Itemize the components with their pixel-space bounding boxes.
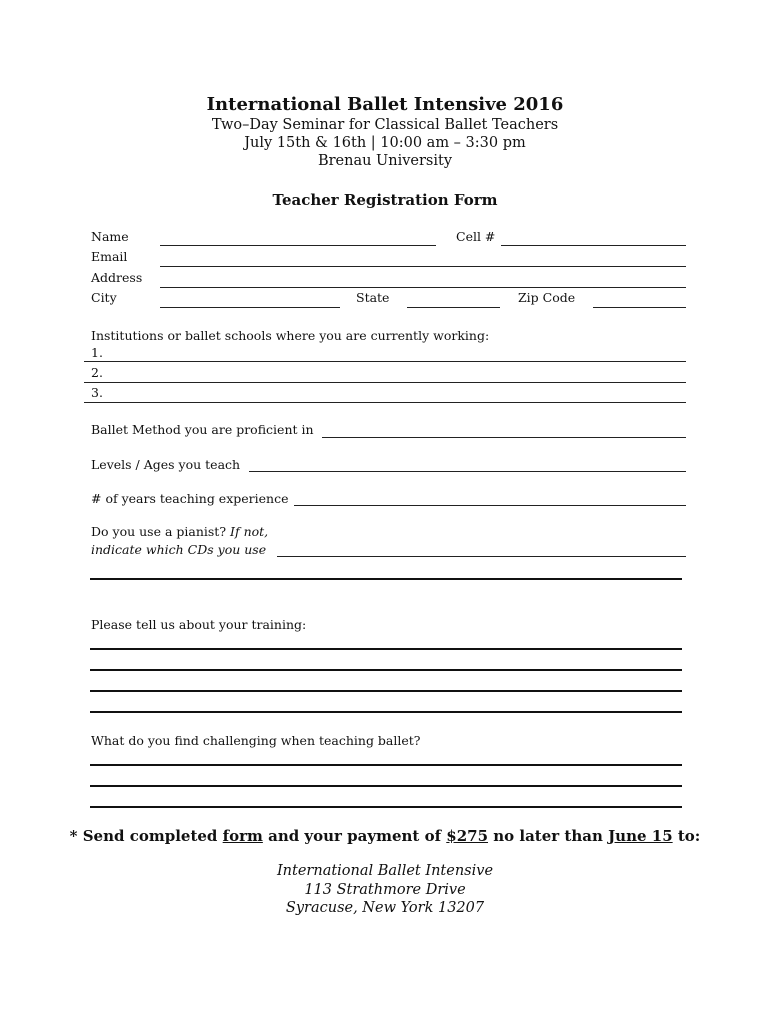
send-text-2: and your payment of	[262, 827, 447, 845]
training-line-2[interactable]	[90, 669, 682, 671]
seminar-location: Brenau University	[317, 153, 453, 169]
levels-label: Levels / Ages you teach	[91, 457, 241, 472]
ballet-method-field[interactable]	[322, 437, 686, 438]
name-field[interactable]	[160, 245, 436, 246]
page-title: International Ballet Intensive 2016	[206, 94, 564, 115]
institution-3-field[interactable]	[84, 402, 686, 403]
name-label: Name	[91, 229, 129, 244]
challenging-label: What do you find challenging when teaching ballet?	[91, 733, 421, 748]
ballet-method-label: Ballet Method you are proficient in	[91, 422, 314, 437]
form-word: form	[222, 827, 263, 845]
address-city: Syracuse, New York 13207	[285, 900, 485, 916]
institution-2-field[interactable]	[84, 382, 686, 383]
city-field[interactable]	[160, 307, 340, 308]
send-instructions	[0, 827, 770, 845]
years-label: # of years teaching experience	[91, 491, 289, 506]
levels-field[interactable]	[249, 471, 686, 472]
email-field[interactable]	[160, 266, 686, 267]
send-text-4: to:	[672, 827, 701, 845]
training-line-3[interactable]	[90, 690, 682, 692]
cell-field[interactable]	[501, 245, 686, 246]
challenging-line-1[interactable]	[90, 764, 682, 766]
pianist-label-line2: indicate which CDs you use	[91, 542, 267, 557]
training-line-1[interactable]	[90, 648, 682, 650]
pianist-if-not: If not,	[230, 524, 269, 539]
institution-2-label: 2.	[91, 365, 103, 380]
years-field[interactable]	[294, 505, 686, 506]
payment-amount: $275	[446, 827, 489, 845]
address-label: Address	[91, 270, 143, 285]
zip-field[interactable]	[593, 307, 686, 308]
zip-label: Zip Code	[518, 290, 576, 305]
seminar-subtitle: Two–Day Seminar for Classical Ballet Teachers	[211, 117, 559, 133]
deadline-date: June 15	[608, 827, 673, 845]
institutions-prompt: Institutions or ballet schools where you are currently working:	[91, 328, 490, 343]
cell-label: Cell #	[456, 229, 496, 244]
state-field[interactable]	[407, 307, 500, 308]
state-label: State	[356, 290, 390, 305]
institution-3-label: 3.	[91, 385, 103, 400]
address-org: International Ballet Intensive	[276, 863, 494, 879]
city-label: City	[91, 290, 117, 305]
training-line-4[interactable]	[90, 711, 682, 713]
address-field[interactable]	[160, 287, 686, 288]
challenging-line-3[interactable]	[90, 806, 682, 808]
institution-1-field[interactable]	[84, 361, 686, 362]
seminar-dates: July 15th & 16th | 10:00 am – 3:30 pm	[244, 135, 526, 151]
address-street: 113 Strathmore Drive	[304, 882, 466, 898]
email-label: Email	[91, 249, 128, 264]
challenging-line-2[interactable]	[90, 785, 682, 787]
pianist-field[interactable]	[277, 556, 686, 557]
section-divider	[90, 578, 682, 580]
institution-1-label: 1.	[91, 345, 103, 360]
training-label: Please tell us about your training:	[91, 617, 307, 632]
form-title: Teacher Registration Form	[272, 191, 498, 209]
pianist-question: Do you use a pianist?	[91, 524, 227, 539]
pianist-label-line1	[91, 524, 268, 539]
send-text-1: * Send completed	[69, 827, 223, 845]
send-text-3: no later than	[488, 827, 609, 845]
